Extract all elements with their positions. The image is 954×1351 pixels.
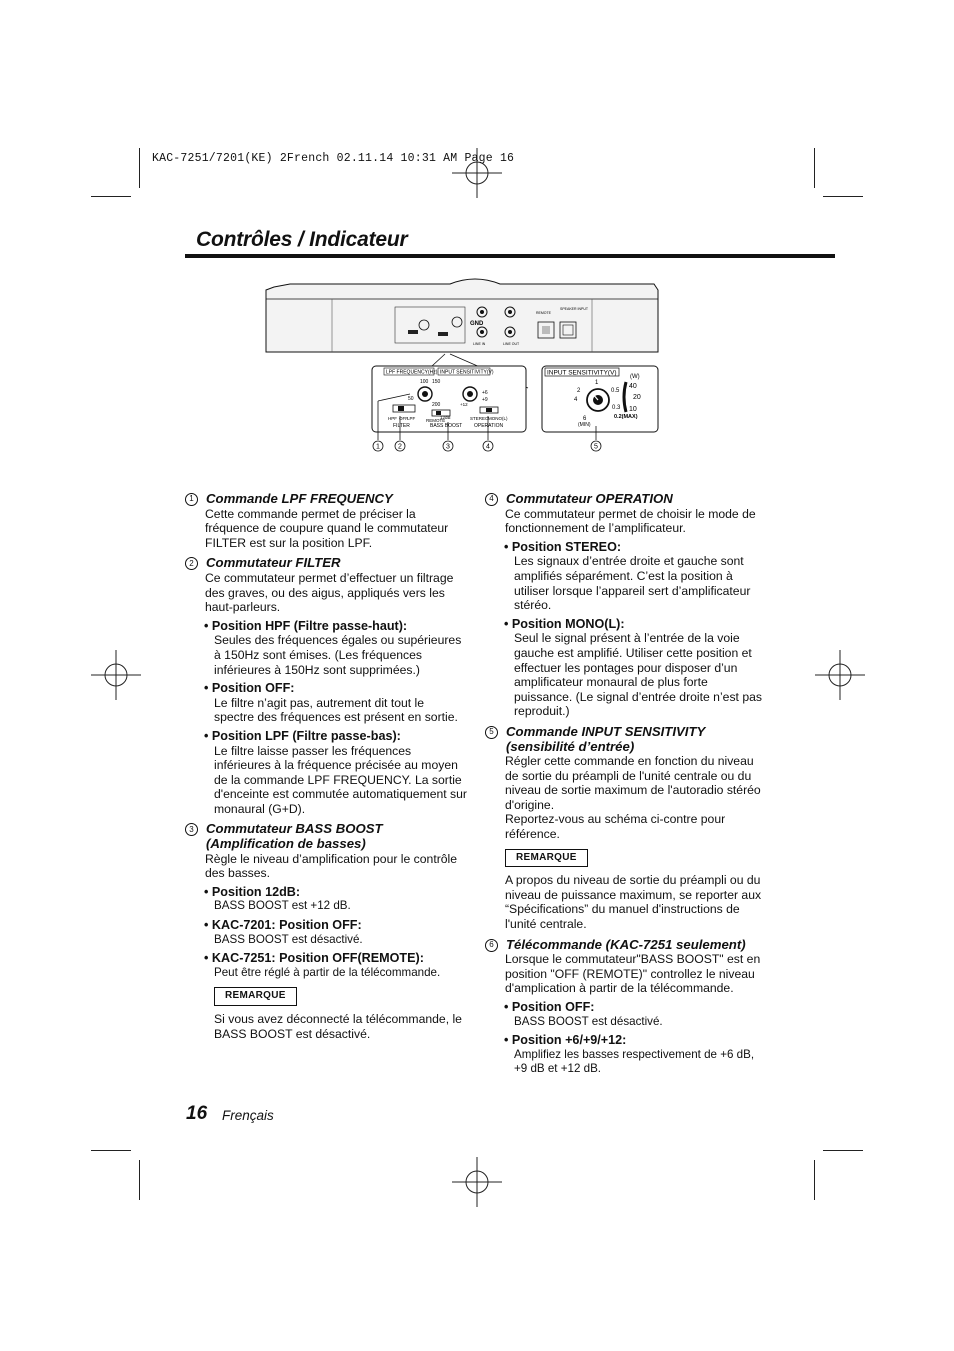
bullet-text: BASS BOOST est +12 dB.	[214, 899, 351, 913]
line-in-label: LINE IN	[473, 342, 486, 346]
stereo-label: STEREO	[470, 416, 489, 421]
bullet-text: Les signaux d’entrée droite et gauche sont amplifiés séparément. C’est la position à utiliser lorsque l’appareil sert d’amplificateur stéréo.	[514, 554, 751, 613]
sens-tick-6: 6	[583, 416, 587, 422]
crop-mark	[823, 1150, 863, 1151]
crop-mark	[91, 1150, 131, 1151]
section-number: 4	[485, 493, 498, 506]
bullet-text: BASS BOOST est désactivé.	[514, 1014, 663, 1028]
section-heading	[485, 938, 767, 953]
lpf-tick-150: 150	[432, 379, 441, 385]
watts-40: 40	[629, 383, 637, 390]
sens-tick-03: 0.3	[612, 405, 621, 411]
bullet-text: Seules des fréquences égales ou supérieures à 150Hz sont émises. (Les fréquences inférieures à 150Hz sont supprimées.)	[214, 633, 462, 677]
section-heading	[185, 556, 467, 571]
section-remote-control	[489, 936, 767, 1077]
bullet-label: • Position LPF (Filtre passe-bas):	[204, 728, 401, 743]
crop-mark	[139, 148, 140, 188]
crop-mark	[814, 1160, 815, 1200]
bullet-label: • Position 12dB:	[204, 884, 301, 899]
lpf-tick-100: 100	[420, 379, 429, 385]
sens-tick-max: 0.2(MAX)	[614, 414, 638, 420]
bass-tick-6: +6	[482, 390, 488, 396]
print-header: KAC-7251/7201(KE) 2French 02.11.14 10:31 AM Page 16	[152, 152, 515, 165]
footer-language: Frençais	[222, 1108, 274, 1123]
note-label: REMARQUE	[214, 987, 297, 1006]
off-label: OFF	[399, 416, 408, 421]
section-heading	[485, 492, 767, 507]
speaker-input-label: SPEAKER INPUT	[560, 307, 589, 311]
title-rule	[185, 254, 835, 258]
callout-4: 4	[486, 443, 490, 451]
section-body: Ce commutateur permet de choisir le mode de fonctionnement de l’amplificateur.	[505, 506, 756, 536]
crop-mark	[823, 196, 863, 197]
note-text: Si vous avez déconnecté la télécommande, le BASS BOOST est désactivé.	[214, 1012, 462, 1041]
bullet-text: Seul le signal présent à l’entrée de la voie gauche est amplifié. Utiliser cette position et effectuer les pontages pour disposer d’un amplificateur monaural de plus forte puissance. (Le signal d’entrée droite n’est pas reproduit.)	[514, 631, 762, 719]
remote-jack-label: REMOTE	[536, 311, 551, 315]
section-number: 2	[185, 557, 198, 570]
bullet-text: Le filtre laisse passer les fréquences inférieures à la fréquence précisée au moyen de la commande LPF FREQUENCY. La sortie d'enceinte est commutée automatiquement sur monaural (G+D).	[214, 743, 467, 816]
callout-3: 3	[446, 443, 450, 451]
bullet-label: • KAC-7251: Position OFF(REMOTE):	[204, 951, 424, 966]
hpf-label: HPF	[388, 416, 397, 421]
sens-tick-4: 4	[574, 397, 578, 403]
section-number: 5	[485, 726, 498, 739]
section-heading	[185, 492, 467, 507]
section-body: Cette commande permet de préciser la fréquence de coupure quand le commutateur FILTER est sur la position LPF.	[205, 506, 449, 550]
sens-tick-2: 2	[577, 388, 581, 394]
section-title: Commande INPUT SENSITIVITY (sensibilité d’entrée)	[506, 723, 706, 754]
sens-tick-1: 1	[595, 380, 599, 386]
bullet-label: • Position +6/+9/+12:	[504, 1033, 627, 1048]
watts-label: (W)	[630, 374, 640, 380]
section-body: Règle le niveau d’amplification pour le contrôle des basses.	[205, 851, 458, 881]
section-heading	[185, 822, 467, 851]
bullet-text: Le filtre n’agit pas, autrement dit tout le spectre des fréquences est présent en sortie.	[214, 695, 458, 725]
section-title: Commutateur FILTER	[206, 555, 341, 571]
callout-5: 5	[594, 443, 598, 451]
watts-10: 10	[629, 406, 637, 413]
section-bass-boost	[189, 821, 467, 1041]
note-label: REMARQUE	[505, 849, 588, 868]
bullet-label: • KAC-7201: Position OFF:	[204, 918, 362, 933]
section-heading	[485, 725, 767, 754]
operation-label: OPERATION	[474, 423, 504, 429]
page-number: 16	[186, 1103, 208, 1124]
filter-label: FILTER	[393, 423, 410, 429]
watts-20: 20	[633, 394, 641, 401]
sens-tick-05: 0.5	[611, 388, 620, 394]
bullet-text: BASS BOOST est désactivé.	[214, 932, 363, 946]
gnd-label: GND	[470, 321, 484, 327]
registration-mark-left	[91, 650, 141, 700]
section-title: Commande LPF FREQUENCY	[206, 491, 393, 506]
section-body: Régler cette commande en fonction du niveau de sortie du préampli de l'unité centrale ou du niveau de sortie maximum de l'autoradio stéréo d'origine.	[505, 754, 761, 812]
page-title: Contrôles / Indicateur	[196, 228, 408, 251]
section-body: Ce commutateur permet d’effectuer un filtrage des graves, ou des aigus, appliqués vers les haut-parleurs.	[205, 570, 454, 615]
section-filter	[189, 555, 467, 816]
crop-mark	[139, 1160, 140, 1200]
section-title: Télécommande (KAC-7251 seulement)	[506, 936, 746, 952]
line-out-label: LINE OUT	[503, 342, 520, 346]
bass-boost-label: BASS BOOST	[430, 423, 463, 429]
section-body: Lorsque le commutateur"BASS BOOST" est en position "OFF (REMOTE)" controllez le niveau d'amplication à partir de la télécommande.	[505, 952, 761, 996]
callout-2: 2	[398, 443, 402, 451]
input-sens-small-label: INPUT SENSITIVITY(V)	[440, 369, 494, 376]
lpf-tick-50: 50	[408, 396, 414, 402]
section-input-sensitivity	[489, 723, 767, 932]
lpf-label: LPF	[407, 416, 416, 421]
bullet-label: • Position OFF:	[204, 681, 295, 696]
section-title: Commutateur OPERATION	[506, 491, 673, 506]
crop-mark	[814, 148, 815, 188]
bullet-text: Amplifiez les basses respectivement de +6 dB, +9 dB et +12 dB.	[514, 1047, 755, 1076]
section-number: 6	[485, 939, 498, 952]
section-number: 3	[185, 823, 198, 836]
callout-1: 1	[376, 443, 380, 451]
bass-tick-9: +9	[482, 397, 488, 403]
section-lpf-frequency	[189, 491, 467, 550]
bullet-label: • Position HPF (Filtre passe-haut):	[204, 618, 408, 633]
bullet-label: • Position OFF:	[504, 1000, 595, 1014]
mono-label: MONO(L)	[488, 416, 508, 421]
bullet-text: Peut être réglé à partir de la télécommande.	[214, 965, 441, 979]
registration-mark-bottom	[452, 1157, 502, 1207]
crop-mark	[91, 196, 131, 197]
bass-tick-12: +12	[460, 402, 468, 407]
db12-label: 12dB	[440, 415, 451, 420]
registration-mark-right	[815, 650, 865, 700]
amplifier-controls-diagram	[260, 270, 690, 460]
bullet-label: • Position STEREO:	[504, 539, 622, 554]
left-column	[189, 491, 467, 1041]
section-body-2: Reportez-vous au schéma ci-contre pour référence.	[505, 812, 726, 842]
sens-tick-min: (MIN)	[578, 422, 591, 428]
section-title: Commutateur BASS BOOST (Amplification de basses)	[206, 821, 383, 852]
lpf-freq-label: LPF FREQUENCY(Hz)	[386, 369, 438, 376]
note-text: A propos du niveau de sortie du préampli ou du niveau de puissance maximum, se reporter aux “Spécifications” du manuel d'instructions de l'unité centrale.	[505, 873, 762, 932]
bullet-label: • Position MONO(L):	[504, 616, 625, 631]
section-operation	[489, 491, 767, 719]
input-sens-label: INPUT SENSITIVITY(V)	[547, 369, 617, 377]
right-column	[489, 491, 767, 1077]
section-number: 1	[185, 493, 198, 506]
remote-label: REMOTE	[426, 418, 446, 423]
lpf-tick-200: 200	[432, 402, 441, 408]
